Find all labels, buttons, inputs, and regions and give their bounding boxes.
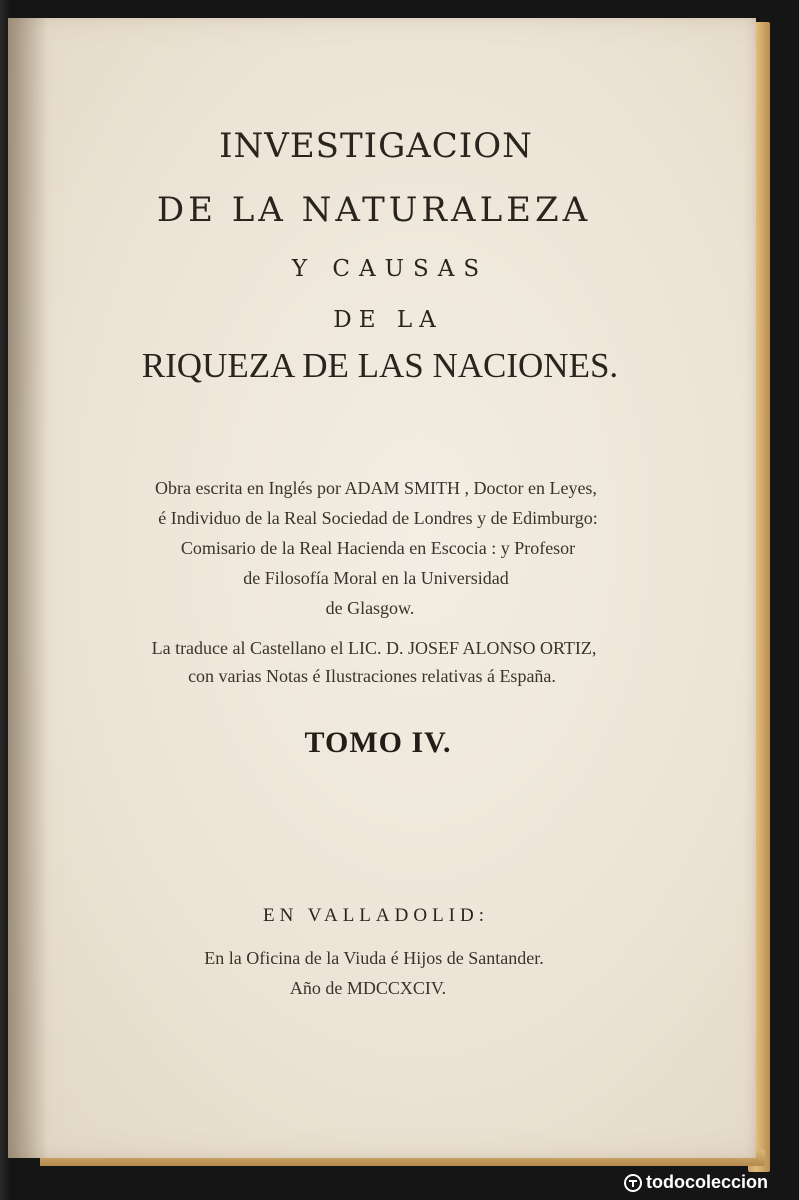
author-line-1: Obra escrita en Inglés por ADAM SMITH , Doctor en Leyes, bbox=[155, 478, 597, 498]
volume-number: TOMO IV. bbox=[304, 726, 452, 759]
title-line-2: DE LA NATURALEZA bbox=[156, 190, 592, 230]
title-line-1: INVESTIGACION bbox=[219, 126, 533, 166]
imprint-city: EN VALLADOLID: bbox=[262, 905, 490, 926]
author-line-4: de Filosofía Moral en la Universidad bbox=[243, 568, 509, 588]
author-line-3: Comisario de la Real Hacienda en Escocia : y Profesor bbox=[180, 538, 576, 558]
title-line-5: RIQUEZA DE LAS NACIONES. bbox=[141, 346, 619, 385]
title-line-4: DE LA bbox=[333, 307, 443, 333]
watermark-text: todocoleccion bbox=[646, 1172, 769, 1192]
translator-line-1: La traduce al Castellano el LIC. D. JOSEF ALONSO ORTIZ, bbox=[151, 638, 597, 658]
watermark-logo bbox=[624, 1172, 768, 1193]
tc-logo-icon bbox=[624, 1174, 642, 1192]
author-line-5: de Glasgow. bbox=[325, 598, 415, 618]
title-line-3: Y CAUSAS bbox=[291, 256, 489, 282]
title-page bbox=[8, 18, 756, 1158]
imprint-printer: En la Oficina de la Viuda é Hijos de Santander. bbox=[204, 948, 544, 968]
imprint-year: Año de MDCCXCIV. bbox=[289, 978, 447, 998]
translator-line-2: con varias Notas é Ilustraciones relativas á España. bbox=[188, 666, 556, 686]
author-line-2: é Individuo de la Real Sociedad de Londres y de Edimburgo: bbox=[158, 508, 598, 528]
